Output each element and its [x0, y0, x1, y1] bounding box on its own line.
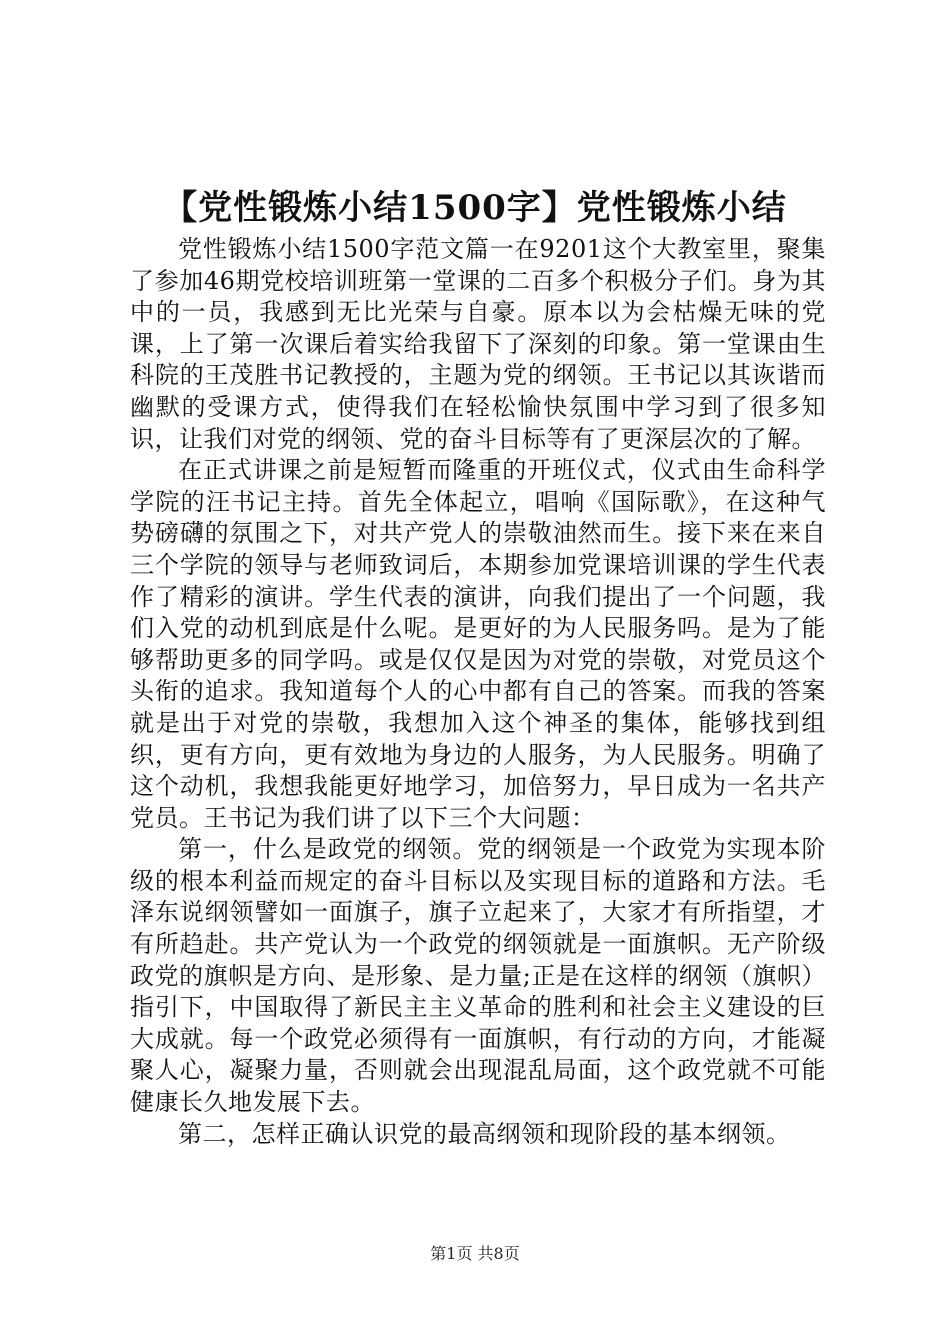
paragraph-1: 党性锻炼小结1500字范文篇一在9201这个大教室里，聚集了参加46期党校培训班第一堂课的二百多个积极分子们。身为其中的一员，我感到无比光荣与自豪。原本以为会枯燥无味的党课，上了第一次课后着实给我留下了深刻的印象。第一堂课由生科院的王茂胜书记教授的，主题为党的纲领。王书记以其诙谐而幽默的受课方式，使得我们在轻松愉快氛围中学习到了很多知识，让我们对党的纲领、党的奋斗目标等有了更深层次的了解。 [130, 235, 826, 453]
paragraph-4: 第二，怎样正确认识党的最高纲领和现阶段的基本纲领。 [178, 1119, 791, 1148]
page-number-footer: 第1页 共8页 [430, 1244, 520, 1263]
paragraph-3: 第一，什么是政党的纲领。党的纲领是一个政党为实现本阶级的根本利益而规定的奋斗目标以及实现目标的道路和方法。毛泽东说纲领譬如一面旗子，旗子立起来了，大家才有所指望，才有所趋赴。共产党认为一个政党的纲领就是一面旗帜。无产阶级政党的旗帜是方向、是形象、是力量;正是在这样的纲领（旗帜）指引下，中国取得了新民主主义革命的胜利和社会主义建设的巨大成就。每一个政党必须得有一面旗帜，有行动的方向，才能凝聚人心，凝聚力量，否则就会出现混乱局面，这个政党就不可能健康长久地发展下去。 [130, 835, 826, 1117]
document-title: 【党性锻炼小结1500字】党性锻炼小结 [163, 188, 787, 228]
document-body [130, 234, 826, 1150]
paragraph-2: 在正式讲课之前是短暂而隆重的开班仪式，仪式由生命科学学院的汪书记主持。首先全体起立，唱响《国际歌》，在这种气势磅礴的氛围之下，对共产党人的崇敬油然而生。接下来在来自三个学院的领导与老师致词后，本期参加党课培训课的学生代表作了精彩的演讲。学生代表的演讲，向我们提出了一个问题，我们入党的动机到底是什么呢。是更好的为人民服务吗。是为了能够帮助更多的同学吗。或是仅仅是因为对党的崇敬，对党员这个头衔的追求。我知道每个人的心中都有自己的答案。而我的答案就是出于对党的崇敬，我想加入这个神圣的集体，能够找到组织，更有方向，更有效地为身边的人服务，为人民服务。明确了这个动机，我想我能更好地学习，加倍努力，早日成为一名共产党员。王书记为我们讲了以下三个大问题： [130, 456, 826, 832]
